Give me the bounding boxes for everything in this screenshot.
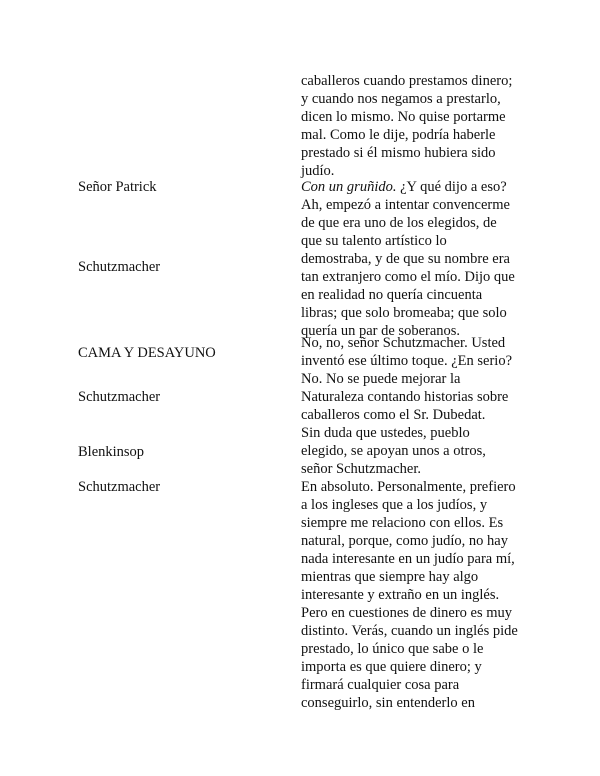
speech-line: Sin duda que ustedes, pueblo [301, 425, 470, 441]
speech-line: libras; que solo bromeaba; que solo [301, 305, 507, 321]
speech-text: ¿Y qué dijo a eso? [396, 179, 507, 195]
speech-line: interesante y extraño en un inglés. [301, 587, 500, 603]
speech-line: caballeros como el Sr. Dubedat. [301, 407, 486, 423]
speech-line: demostraba, y de que su nombre era [301, 251, 510, 267]
speaker-name: CAMA Y DESAYUNO [78, 345, 216, 361]
speech-line: y cuando nos negamos a prestarlo, [301, 91, 501, 107]
speech-line: importa es que quiere dinero; y [301, 659, 482, 675]
speech-schutzmacher-1 [301, 196, 571, 340]
speech-line: quería un par de soberanos. [301, 323, 461, 339]
speech-line: dicen lo mismo. No quise portarme [301, 109, 506, 125]
speech-line: elegido, se apoyan unos a otros, [301, 443, 486, 459]
speech-line: No, no, señor Schutzmacher. Usted [301, 335, 506, 351]
speech-line: a los ingleses que a los judíos, y [301, 497, 488, 513]
speaker-name: Señor Patrick [78, 179, 157, 195]
speech-line: Ah, empezó a intentar convencerme [301, 197, 510, 213]
speaker-name: Schutzmacher [78, 389, 161, 405]
speaker-name: Schutzmacher [78, 479, 161, 495]
speech-line [301, 178, 571, 196]
speaker-name: Schutzmacher [78, 259, 161, 275]
speech-line: mal. Como le dije, podría haberle [301, 127, 496, 143]
speech-line: inventó ese último toque. ¿En serio? [301, 353, 513, 369]
speech-line: distinto. Verás, cuando un inglés pide [301, 623, 518, 639]
speech-line: No. No se puede mejorar la [301, 371, 461, 387]
speech-line: prestado, lo único que sabe o le [301, 641, 484, 657]
speech-line: firmará cualquier cosa para [301, 677, 460, 693]
speech-line: de que era uno de los elegidos, de [301, 215, 497, 231]
speech-line: caballeros cuando prestamos dinero; [301, 73, 513, 89]
speech-line: Naturaleza contando historias sobre [301, 389, 509, 405]
speech-line: judío. [301, 163, 335, 179]
speech-line: prestado si él mismo hubiera sido [301, 145, 496, 161]
speech-line: natural, porque, como judío, no hay [301, 533, 508, 549]
speech-line: tan extranjero como el mío. Dijo que [301, 269, 515, 285]
stage-direction: Con un gruñido. [301, 179, 397, 195]
speech-cama-y-desayuno [301, 334, 571, 370]
speech-line: conseguirlo, sin entenderlo en [301, 695, 475, 711]
speech-line: señor Schutzmacher. [301, 461, 421, 477]
speech-line: nada interesante en un judío para mí, [301, 551, 515, 567]
speech-line: En absoluto. Personalmente, prefiero [301, 479, 516, 495]
speech-line: en realidad no quería cincuenta [301, 287, 483, 303]
speaker-name: Blenkinsop [78, 444, 145, 460]
speech-line: mientras que siempre hay algo [301, 569, 479, 585]
speech-continuation [301, 72, 571, 180]
speech-schutzmacher-2 [301, 370, 571, 424]
speech-line: Pero en cuestiones de dinero es muy [301, 605, 513, 621]
speech-line: siempre me relaciono con ellos. Es [301, 515, 504, 531]
speech-patrick [301, 178, 571, 196]
speech-schutzmacher-3 [301, 478, 571, 712]
speech-blenkinsop [301, 424, 571, 478]
speech-line: que su talento artístico lo [301, 233, 447, 249]
